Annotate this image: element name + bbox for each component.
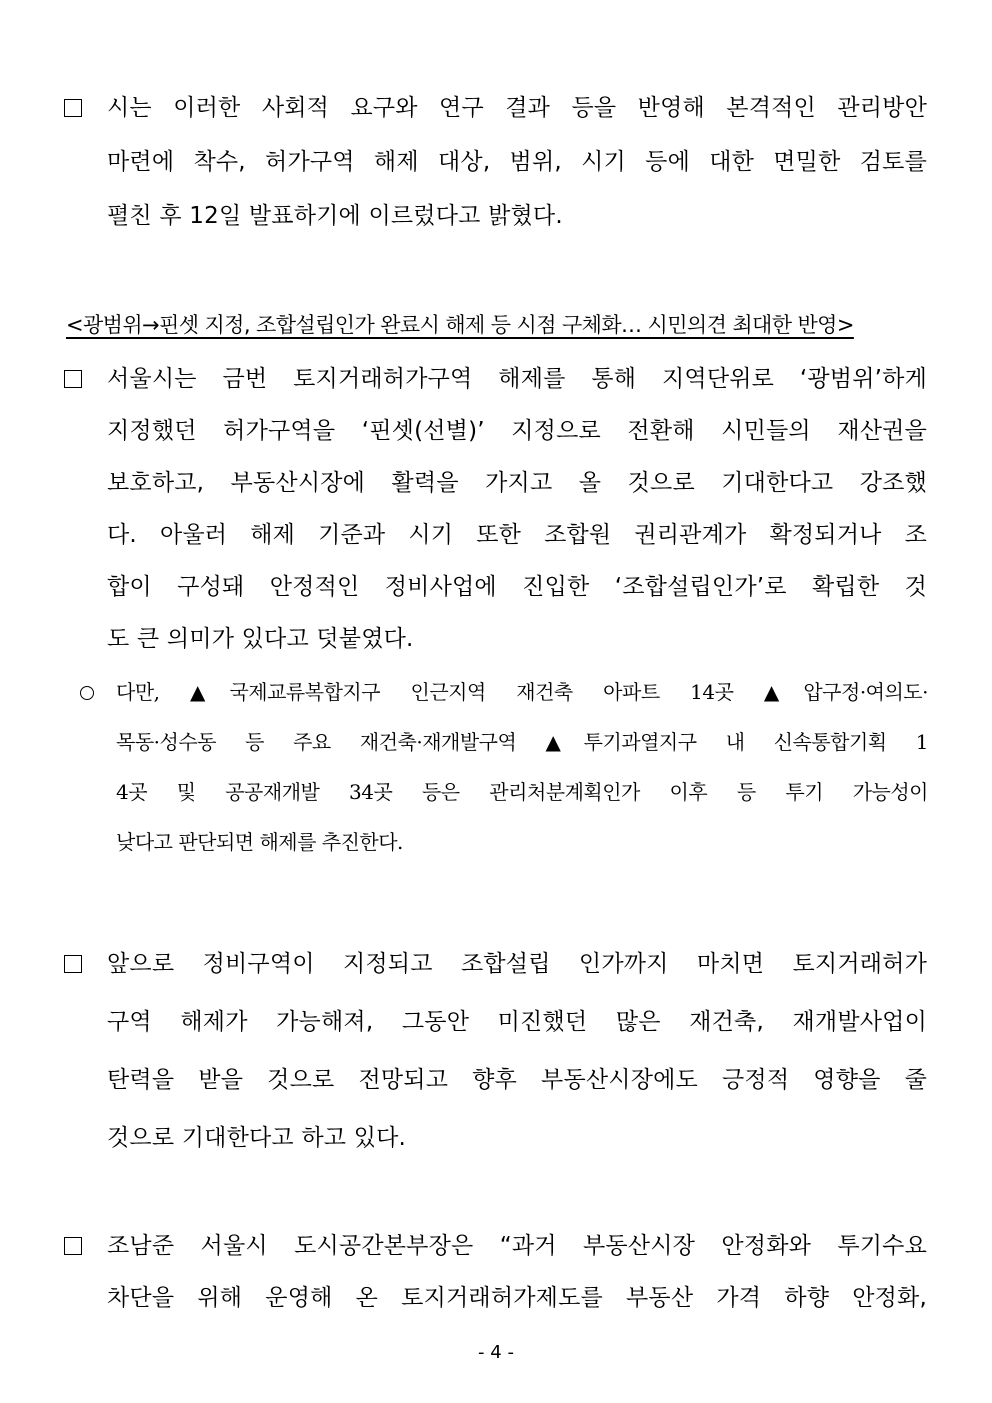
paragraph-line: 도 큰 의미가 있다고 덧붙였다. (107, 626, 414, 652)
checkbox-bullet-icon (64, 1237, 82, 1255)
paragraph-line: 구역 해제가 가능해져, 그동안 미진했던 많은 재건축, 재개발사업이 (107, 1009, 927, 1035)
checkbox-bullet-icon (64, 370, 82, 388)
paragraph-line: 마련에 착수, 허가구역 해제 대상, 범위, 시기 등에 대한 면밀한 검토를 (107, 149, 927, 175)
paragraph-line: 시는 이러한 사회적 요구와 연구 결과 등을 반영해 본격적인 관리방안 (107, 95, 927, 121)
paragraph-line: 보호하고, 부동산시장에 활력을 가지고 올 것으로 기대한다고 강조했 (107, 470, 927, 496)
sub-item-line: 다만, ▲국제교류복합지구 인근지역 재건축 아파트 14곳 ▲압구정·여의도· (116, 680, 928, 704)
checkbox-bullet-icon (64, 955, 82, 973)
paragraph-line: 지정했던 허가구역을 ‘핀셋(선별)’ 지정으로 전환해 시민들의 재산권을 (107, 418, 927, 444)
circle-bullet-icon (80, 686, 94, 700)
paragraph-line: 조남준 서울시 도시공간본부장은 “과거 부동산시장 안정화와 투기수요 (107, 1233, 927, 1259)
paragraph-line: 펼친 후 12일 발표하기에 이르렀다고 밝혔다. (107, 203, 563, 229)
paragraph-line: 탄력을 받을 것으로 전망되고 향후 부동산시장에도 긍정적 영향을 줄 (107, 1067, 927, 1093)
paragraph-line: 합이 구성돼 안정적인 정비사업에 진입한 ‘조합설립인가’로 확립한 것 (107, 574, 927, 600)
sub-item-line: 낮다고 판단되면 해제를 추진한다. (116, 830, 403, 854)
paragraph-line: 것으로 기대한다고 하고 있다. (107, 1125, 407, 1151)
sub-item-line: 4곳 및 공공재개발 34곳 등은 관리처분계획인가 이후 등 투기 가능성이 (116, 780, 928, 804)
paragraph-line: 다. 아울러 해제 기준과 시기 또한 조합원 권리관계가 확정되거나 조 (107, 522, 927, 548)
section-subheading: <광범위→핀셋 지정, 조합설립인가 완료시 해제 등 시점 구체화… 시민의견 최대한 반영> (66, 313, 854, 337)
paragraph-line: 앞으로 정비구역이 지정되고 조합설립 인가까지 마치면 토지거래허가 (107, 951, 927, 977)
page-number: - 4 - (478, 1342, 514, 1363)
paragraph-line: 차단을 위해 운영해 온 토지거래허가제도를 부동산 가격 하향 안정화, (107, 1285, 927, 1311)
checkbox-bullet-icon (64, 99, 82, 117)
paragraph-line: 서울시는 금번 토지거래허가구역 해제를 통해 지역단위로 ‘광범위’하게 (107, 366, 927, 392)
sub-item-line: 목동·성수동 등 주요 재건축·재개발구역 ▲투기과열지구 내 신속통합기획 1 (116, 730, 928, 754)
